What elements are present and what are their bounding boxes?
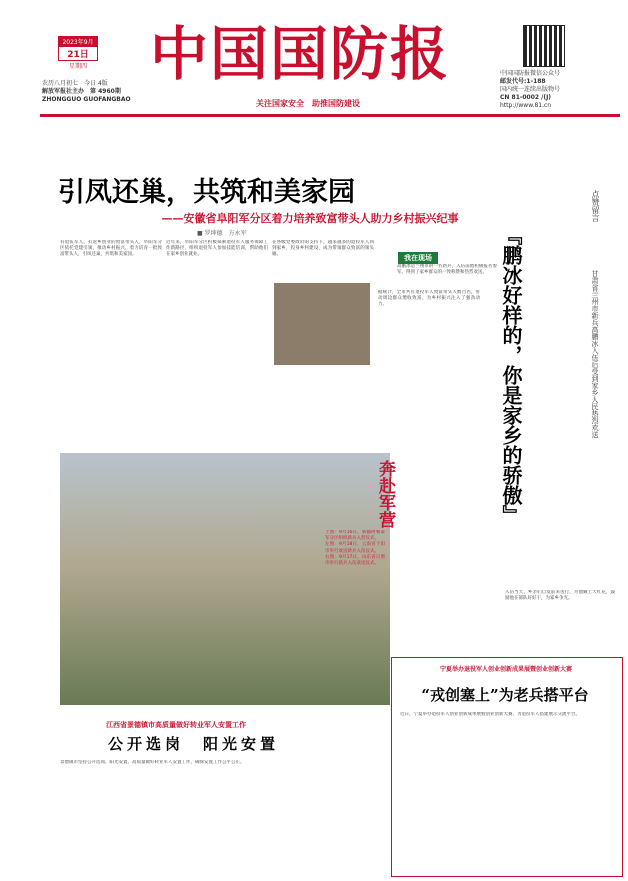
lead-subhead: ——安徽省阜阳军分区着力培养致富带头人助力乡村振兴纪事: [161, 212, 459, 225]
photo-caption-2: 左图：9月18日，云南省个旧市举行欢送新兵入伍仪式。: [325, 542, 385, 554]
sidebar-title: 『鹏冰好样的，你是家乡的骄傲』: [499, 225, 523, 525]
photo-caption-3: 右图：9月17日，山东省日照市举行新兵入伍欢送仪式。: [325, 554, 385, 567]
feature-box-title: “戎创塞上”为老兵搭平台: [421, 686, 589, 704]
qr-code-icon: [523, 25, 565, 67]
newspaper-logo: 中国国防报: [150, 20, 451, 88]
live-label-text: 我在现场: [398, 252, 438, 264]
postal-code: 邮发代号:1-188: [500, 78, 546, 85]
live-label: [398, 245, 438, 264]
lead-headline: 引凤还巢，共筑和美家园: [58, 177, 355, 208]
photo-caption-1: 上图：9月16日，新疆阿勒泰军分区组织新兵入营仪式。: [325, 530, 385, 542]
lead-text-col-3: 在各级党委政府的支持下，越来越多的退役军人回到家乡，投身乡村建设，成为带领群众致富的领头雁。: [272, 240, 374, 258]
sidebar-subtitle: 甘肃省兰州市新兵高鹏冰入伍后受到家乡人民热烈欢送: [591, 270, 599, 438]
lead-text-col-4: 据统计，全市共有退役军人致富带头人数百名，带动周边群众增收致富，为乡村振兴注入了强劲动力。: [378, 290, 480, 308]
issue-number: 第 4960期: [90, 88, 121, 95]
date-box: [58, 36, 98, 70]
lead-photo-small: [274, 283, 370, 365]
publisher: 解放军报社主办: [42, 88, 85, 95]
feature-box-supertitle: 宁夏举办退役军人创业创新成果展暨创业创新大赛: [439, 666, 572, 673]
date-year: 2023年9月: [58, 36, 98, 47]
bottom-title: 公开选岗 阳光安置: [108, 735, 280, 753]
issue-count: 今日 4版: [84, 80, 108, 87]
masthead-meta: [42, 80, 162, 104]
lunar-date: 农历八月初七: [42, 80, 79, 87]
bottom-text: 景德镇市坚持公开选岗、阳光安置，高质量做好转业军人安置工作，确保安置工作公平公正。: [60, 760, 245, 765]
cn-label: 国内统一连续出版物号: [500, 86, 561, 93]
lead-text-col-1: 有退伍军人、有返乡创业的致富带头人，阜阳军分区依托党建引领，推动乡村振兴，着力培育一批致富带头人，引凤还巢，共筑和美家园。: [60, 240, 162, 258]
masthead-divider: [40, 114, 620, 117]
date-weekday: 星期四: [68, 63, 87, 70]
pinyin-title: ZHONGGUO GUOFANGBAO: [42, 96, 131, 103]
sidebar-kicker: 点赞留言: [591, 190, 600, 222]
lead-text-col-2: 近年来，阜阳军分区积极探索退役军人服务保障工作新路径，组织退役军人参加技能培训，帮助他们在家乡创业就业。: [166, 240, 268, 258]
bottom-kicker: 江西省景德镇市高质量做好转业军人安置工作: [106, 721, 246, 729]
cn-number: CN 81-0002 /(J): [500, 94, 552, 101]
sidebar-text-col-2: 入伍当天，乡亲们自发前来送行，为他戴上大红花，鼓励他在部队好好干，为家乡争光。: [505, 590, 615, 602]
date-day: 21日: [58, 47, 98, 61]
sidebar-text-col-1: 高鹏冰是兰州市的一名新兵，入伍前他积极报名参军，得到了家乡群众的一致称赞和热烈欢送。: [397, 264, 497, 276]
site-url: http://www.81.cn: [500, 102, 552, 109]
photo-feature-title: 奔赴军营: [375, 460, 395, 528]
qr-caption: 中国国防报微信公众号: [500, 70, 561, 77]
feature-box-text: 近日，宁夏举办退役军人创业创新成果展暨创业创新大赛，为退役军人搭建展示交流平台。: [400, 712, 580, 717]
photo-captions: [325, 530, 385, 695]
lead-byline: ■ 罗坤德 方永军: [197, 230, 247, 237]
right-meta: [500, 70, 610, 110]
slogan: 关注国家安全 助推国防建设: [256, 99, 360, 108]
